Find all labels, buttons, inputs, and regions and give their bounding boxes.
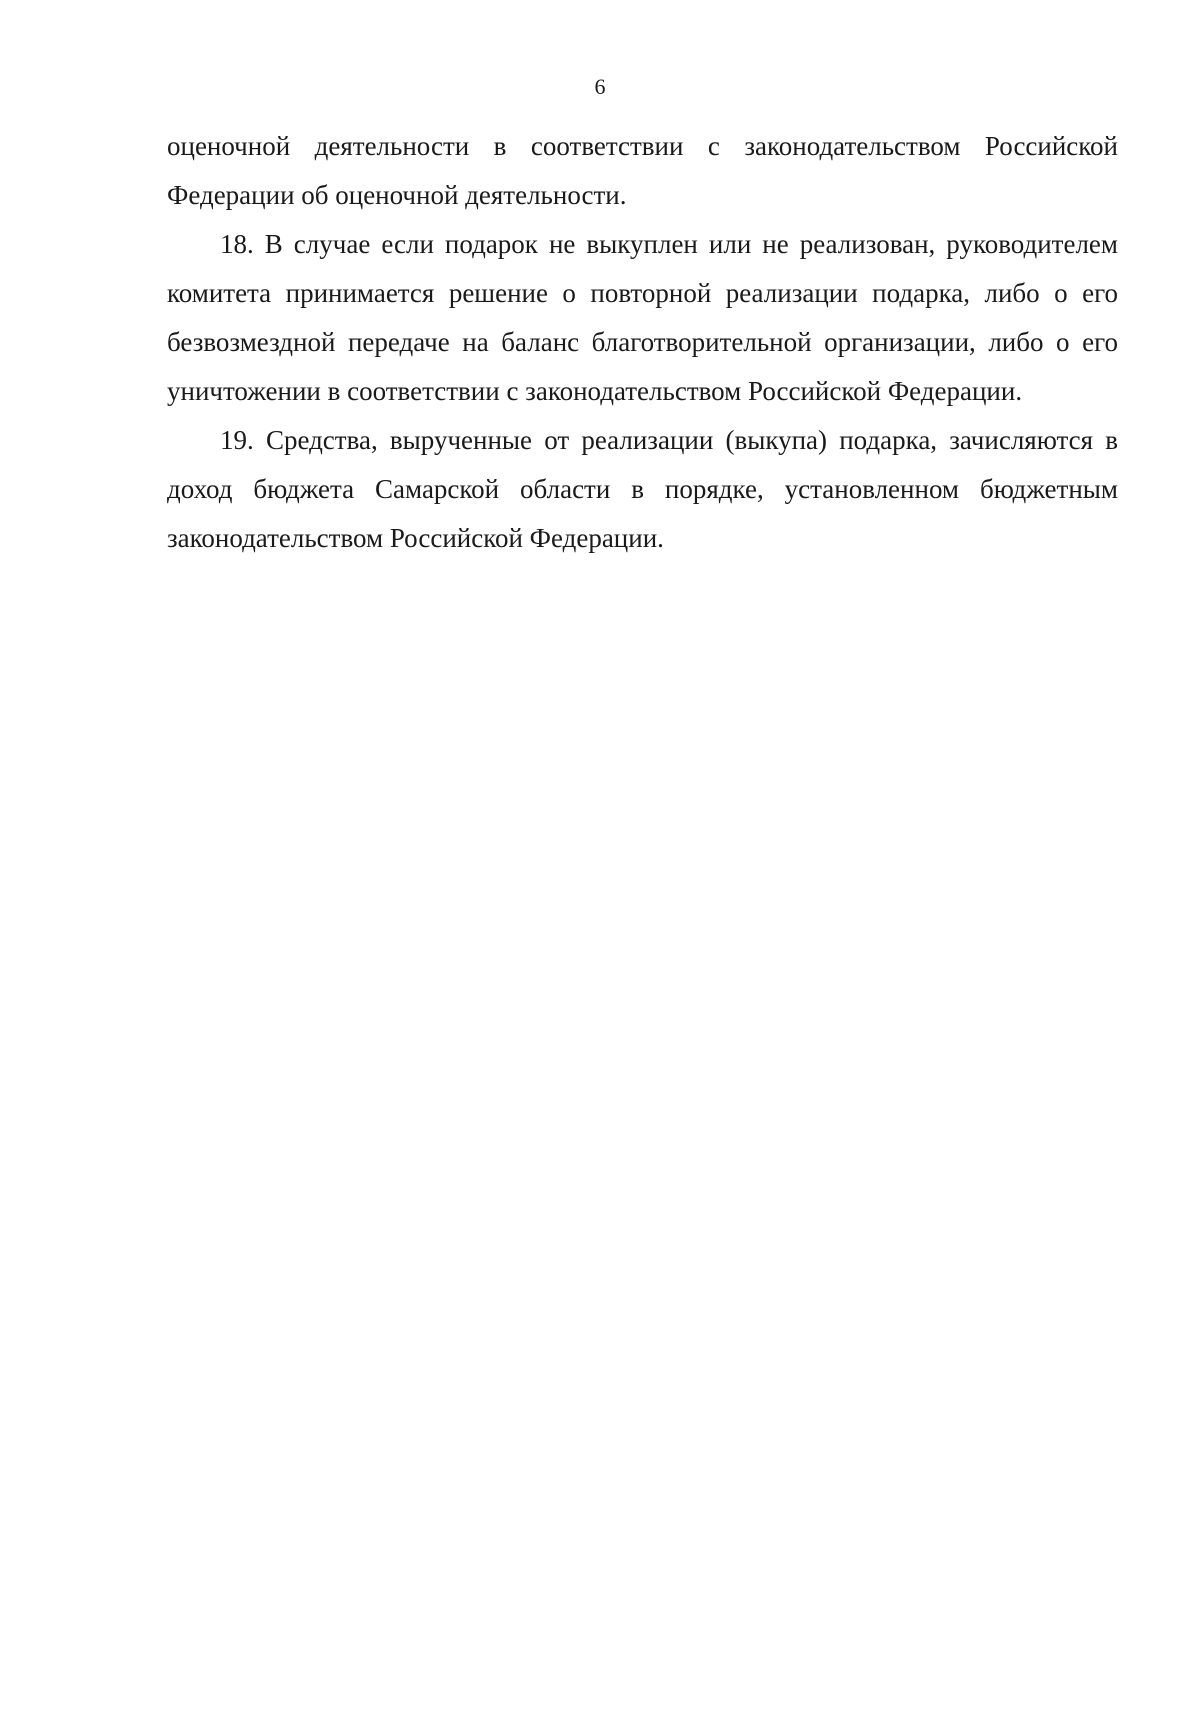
document-body <box>167 122 1118 563</box>
paragraph-item-19: 19. Средства, вырученные от реализации (выкупа) подарка, зачисляются в доход бюджета Самарской области в порядке, установленном бюджетным законодательством Российской Федерации. <box>167 425 1118 553</box>
page-number: 6 <box>594 74 606 99</box>
paragraph-continuation: оценочной деятельности в соответствии с законодательством Российской Федерации об оценочной деятельности. <box>167 131 1118 210</box>
paragraph-item-18: 18. В случае если подарок не выкуплен или не реализован, руководителем комитета принимается решение о повторной реализации подарка, либо о его безвозмездной передаче на баланс благотворительной организации, либо о его уничтожении в соответствии с законодательством Российской Федерации. <box>167 229 1118 406</box>
